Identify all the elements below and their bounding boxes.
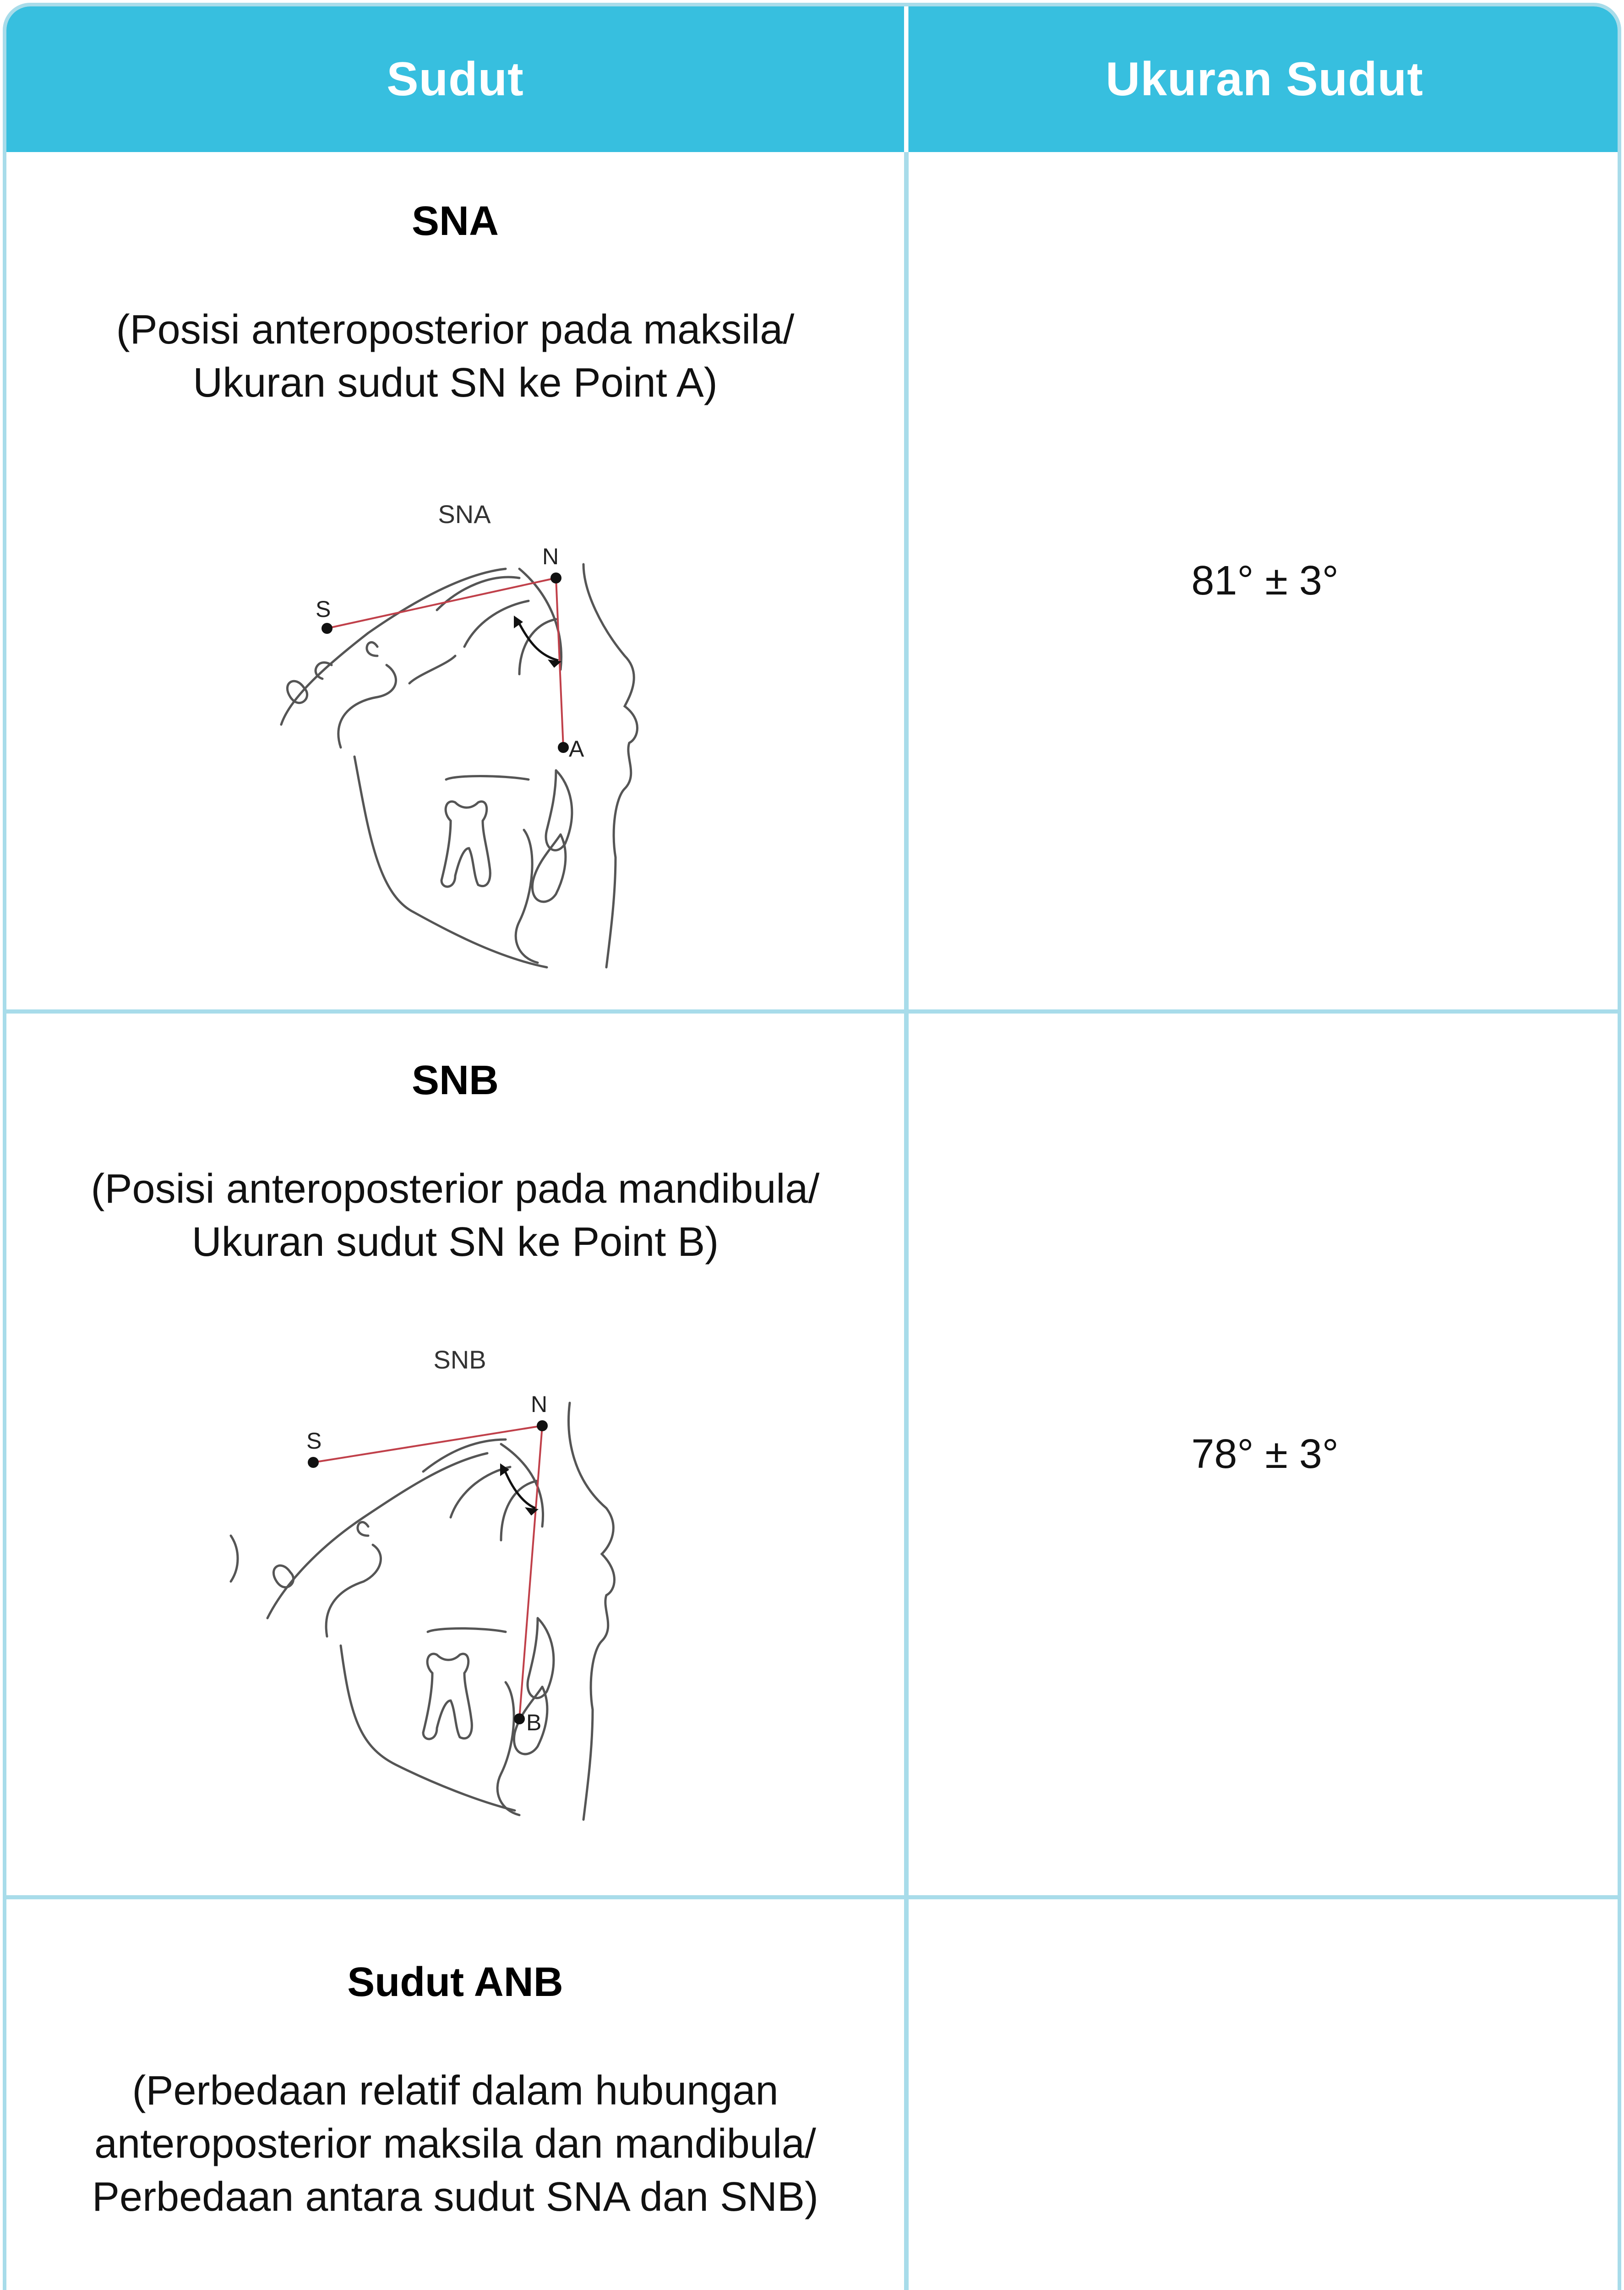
header-sudut: Sudut bbox=[387, 52, 524, 106]
table-row bbox=[6, 152, 1618, 1009]
header-divider bbox=[904, 6, 908, 152]
value-cell bbox=[909, 1014, 1621, 1895]
table-row bbox=[6, 1899, 1618, 2290]
angle-value: 78° ± 3° bbox=[1191, 1431, 1339, 1477]
label-n: N bbox=[542, 544, 559, 569]
label-s: S bbox=[306, 1428, 322, 1454]
angle-title: Sudut ANB bbox=[347, 1959, 563, 2005]
row-divider bbox=[6, 1895, 1618, 1899]
angle-title: SNA bbox=[411, 198, 499, 244]
angle-description: (Posisi anteroposterior pada maksila/ Ukuran sudut SN ke Point A) bbox=[116, 307, 795, 406]
header-ukuran-sudut: Ukuran Sudut bbox=[1106, 52, 1423, 106]
label-n: N bbox=[531, 1391, 548, 1417]
angle-cell bbox=[6, 1899, 904, 2290]
label-a: A bbox=[569, 736, 584, 762]
figure-caption: SNA bbox=[438, 500, 491, 529]
value-cell bbox=[909, 1899, 1621, 2290]
angle-table bbox=[3, 3, 1621, 2290]
angle-title: SNB bbox=[411, 1058, 499, 1103]
angle-cell bbox=[6, 152, 904, 1009]
figure-caption: SNB bbox=[433, 1345, 486, 1374]
sna-diagram bbox=[263, 482, 693, 967]
table-row bbox=[6, 1014, 1618, 1895]
angle-cell bbox=[6, 1014, 904, 1895]
angle-value: 81° ± 3° bbox=[1191, 557, 1339, 604]
angle-description: (Posisi anteroposterior pada mandibula/ Ukuran sudut SN ke Point B) bbox=[91, 1166, 820, 1265]
row-divider bbox=[6, 1009, 1618, 1014]
table-header bbox=[6, 6, 1618, 152]
snb-diagram bbox=[231, 1334, 680, 1820]
label-s: S bbox=[316, 596, 331, 622]
value-cell bbox=[909, 152, 1621, 1009]
angle-description: (Perbedaan relatif dalam hubungan anteroposterior maksila dan mandibula/ Perbedaan antara sudut SNA dan SNB) bbox=[92, 2068, 819, 2220]
label-b: B bbox=[526, 1710, 542, 1735]
